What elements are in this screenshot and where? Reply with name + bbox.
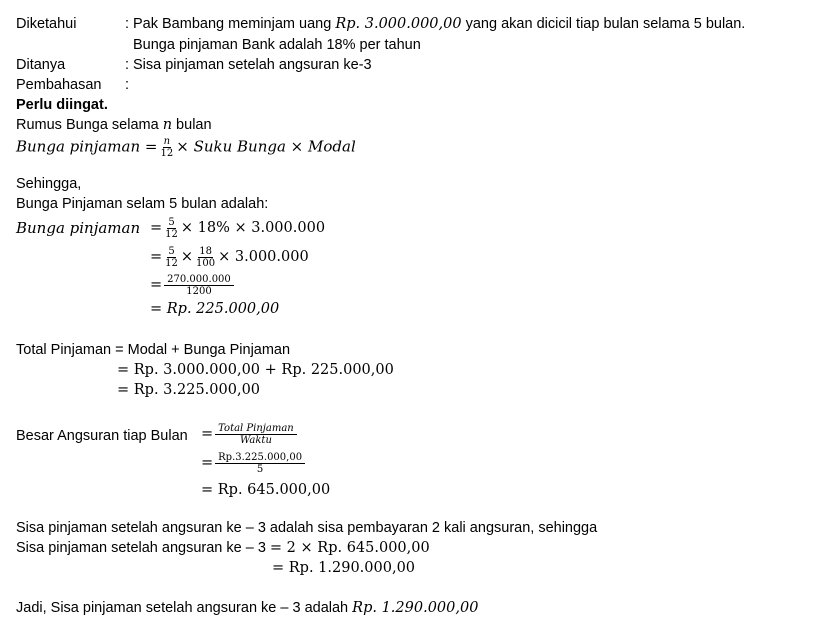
- given-label: Diketahui: [16, 16, 77, 32]
- installment-step-1: = $\frac{\text{Total Pinjaman}}{\text{Waktu}}$: [201, 418, 299, 450]
- total-line-3: = Rp. 3.225.000,00: [117, 382, 261, 398]
- so-text: Sehingga,: [16, 176, 82, 192]
- remaining-line-1: Sisa pinjaman setelah angsuran ke – 3 adalah sisa pembayaran 2 kali angsuran, sehingga: [16, 520, 598, 536]
- remaining-line-2: Sisa pinjaman setelah angsuran ke – 3 = 2 × Rp. 645.000,00: [16, 540, 430, 556]
- loan-amount: Rp. 3.000.000,00: [335, 16, 462, 32]
- remember-heading: Perlu diingat.: [16, 97, 108, 113]
- discussion-label: Pembahasan: [16, 77, 102, 93]
- interest-step-4: = Rp. 225.000,00: [150, 301, 280, 317]
- asked-label: Ditanya: [16, 57, 66, 73]
- interest-result: Rp. 225.000,00: [166, 301, 280, 317]
- interest-formula: Bunga pinjaman = $\frac{n}{12}$ × Suku Bunga × Modal: [16, 136, 356, 159]
- final-amount: Rp. 1.290.000,00: [352, 600, 479, 616]
- installment-label: Besar Angsuran tiap Bulan: [16, 428, 188, 444]
- interest-step-2: = $\frac{5}{12}$ × $\frac{18}{100}$ × 3.000.000: [150, 245, 309, 269]
- discussion-colon: :: [125, 77, 130, 93]
- given-line-2: Bunga pinjaman Bank adalah 18% per tahun: [133, 37, 421, 53]
- total-line-2: = Rp. 3.000.000,00 + Rp. 225.000,00: [117, 362, 394, 378]
- interest-intro: Bunga Pinjaman selam 5 bulan adalah:: [16, 196, 269, 212]
- asked-text: Sisa pinjaman setelah angsuran ke-3: [133, 57, 372, 73]
- interest-step-1: = $\frac{5}{12}$ × 18% × 3.000.000: [150, 216, 326, 240]
- interest-step-3: = $\frac{270.000.000}{1200}$: [150, 272, 236, 298]
- installment-result: = Rp. 645.000,00: [201, 482, 331, 498]
- total-line-1: Total Pinjaman = Modal + Bunga Pinjaman: [16, 342, 291, 358]
- interest-lhs: Bunga pinjaman: [16, 219, 141, 237]
- asked-colon: :: [125, 57, 130, 73]
- formula-intro: Rumus Bunga selama n bulan: [16, 117, 212, 133]
- installment-step-2: = $\frac{Rp.3.225.000,00}{5}$: [201, 449, 307, 477]
- given-line-1: Pak Bambang meminjam uang Rp. 3.000.000,00 yang akan dicicil tiap bulan selama 5 bulan.: [133, 16, 746, 32]
- remaining-line-3: = Rp. 1.290.000,00: [272, 560, 416, 576]
- conclusion: Jadi, Sisa pinjaman setelah angsuran ke – 3 adalah Rp. 1.290.000,00: [16, 600, 479, 616]
- given-colon: :: [125, 16, 130, 32]
